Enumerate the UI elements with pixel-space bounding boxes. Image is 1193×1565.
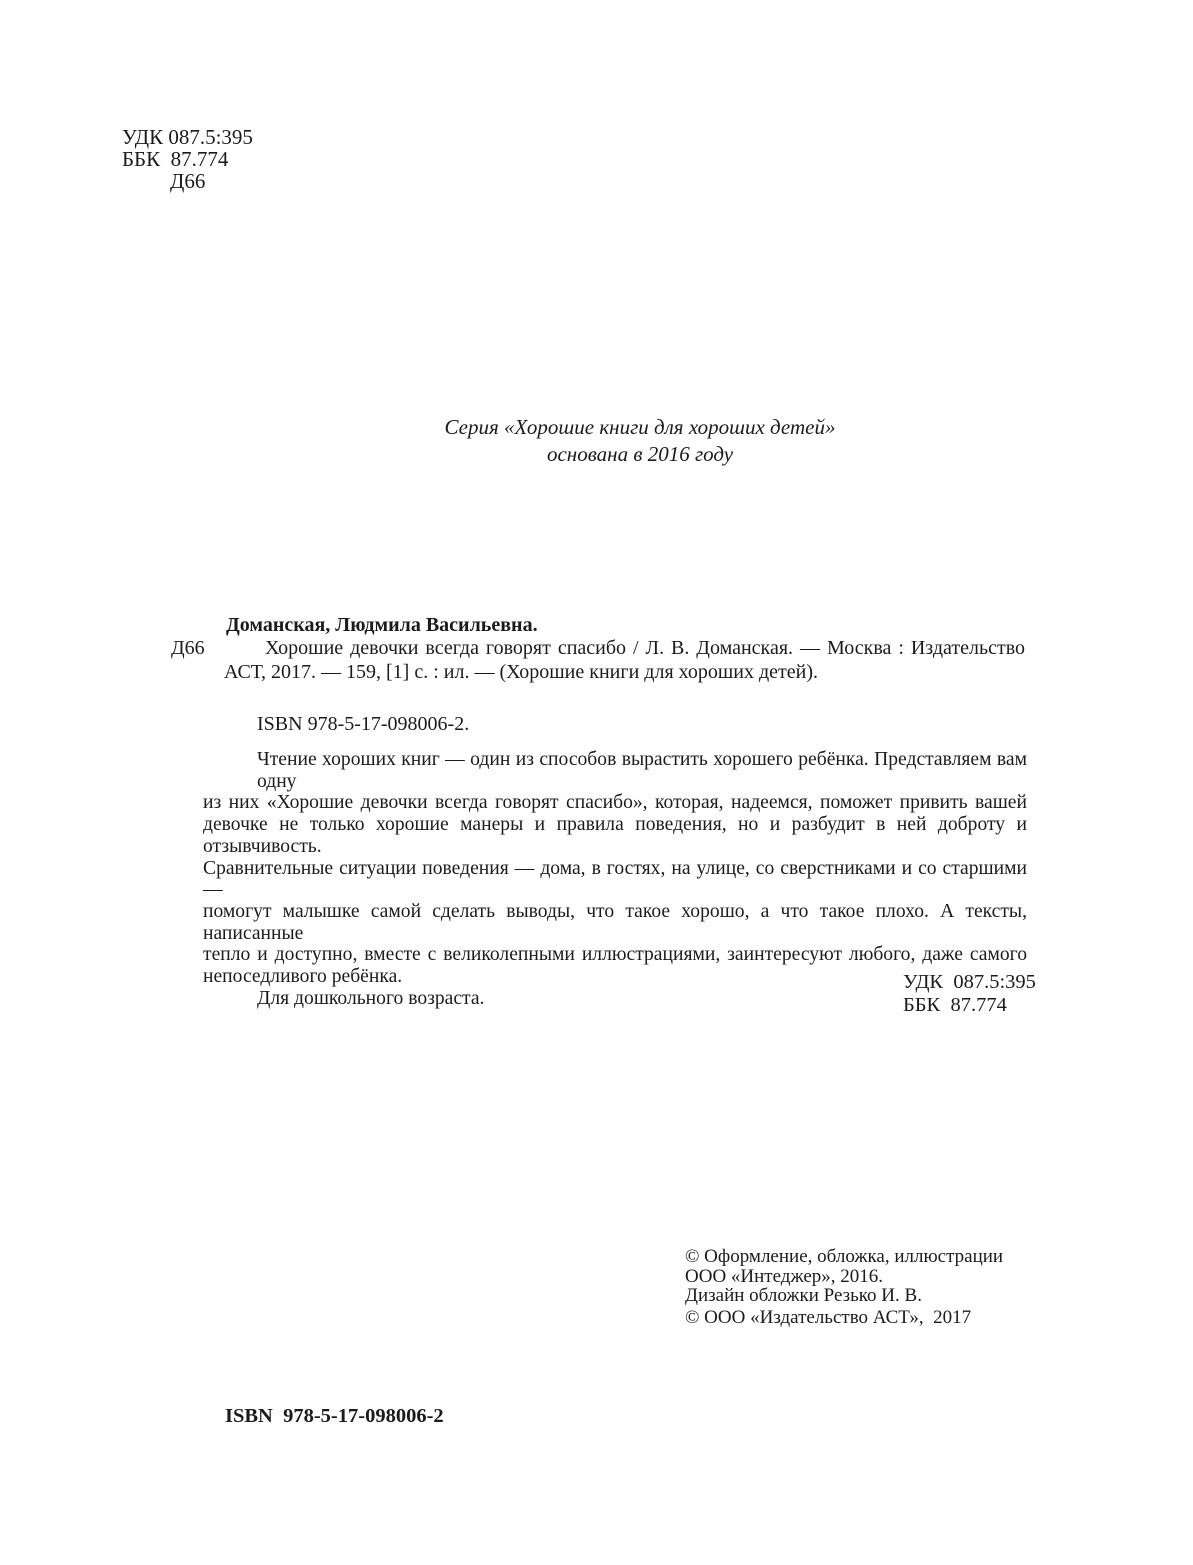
series-founded: основана в 2016 году <box>546 442 734 466</box>
isbn-catalog: ISBN 978-5-17-098006-2. <box>257 713 470 735</box>
annotation-line: помогут малышке самой сделать выводы, что такое хорошо, а что такое плохо. А тексты, написанные <box>203 900 1027 944</box>
annotation-line: девочке не только хорошие манеры и правила поведения, но и разбудит в ней доброту и отзывчивость. <box>203 814 1027 857</box>
series-note <box>203 414 1077 468</box>
copyright-company-line: ООО «Интеджер», 2016. <box>685 1265 884 1287</box>
classification-top <box>122 126 253 192</box>
author-heading: Доманская, Людмила Васильевна. <box>226 614 538 636</box>
annotation-line: непоседливого ребёнка. <box>203 966 403 988</box>
annotation-line: Сравнительные ситуации поведения — дома, в гостях, на улице, со сверстниками и со старшими — <box>203 857 1027 901</box>
bibliographic-description-line-1: Хорошие девочки всегда говорят спасибо / Л. В. Доманская. — Москва : Издательство <box>265 637 1025 660</box>
copyright-design-line: © Оформление, обложка, иллюстрации <box>685 1246 1004 1267</box>
copyright-block <box>685 1247 1003 1328</box>
bbk-code-top: ББК 87.774 <box>122 147 229 171</box>
isbn-footer: ISBN 978-5-17-098006-2 <box>225 1405 444 1427</box>
udk-code-top: УДК 087.5:395 <box>122 125 253 149</box>
audience-note: Для дошкольного возраста. <box>257 987 485 1009</box>
author-sign-card: Д66 <box>171 637 205 660</box>
cover-designer-line: Дизайн обложки Резько И. В. <box>685 1285 922 1306</box>
publisher-copyright-line: © ООО «Издательство АСТ», 2017 <box>685 1307 972 1328</box>
annotation-line: тепло и доступно, вместе с великолепными иллюстрациями, заинтересуют любого, даже самого <box>203 944 1027 966</box>
author-sign-top: Д66 <box>170 169 206 193</box>
classification-bottom <box>903 971 1036 1017</box>
annotation-line: из них «Хорошие девочки всегда говорят спасибо», которая, надеемся, поможет привить вашей <box>203 792 1027 814</box>
udk-code-bottom: УДК 087.5:395 <box>903 971 1036 993</box>
annotation-line: Чтение хороших книг — один из способов вырастить хорошего ребёнка. Представляем вам одну <box>257 749 1027 792</box>
series-title: Серия «Хорошие книги для хороших детей» <box>444 415 836 439</box>
bibliographic-description-line-2: АСТ, 2017. — 159, [1] с. : ил. — (Хорошие книги для хороших детей). <box>224 660 819 683</box>
catalog-card <box>171 614 1031 684</box>
bbk-code-bottom: ББК 87.774 <box>903 994 1007 1016</box>
